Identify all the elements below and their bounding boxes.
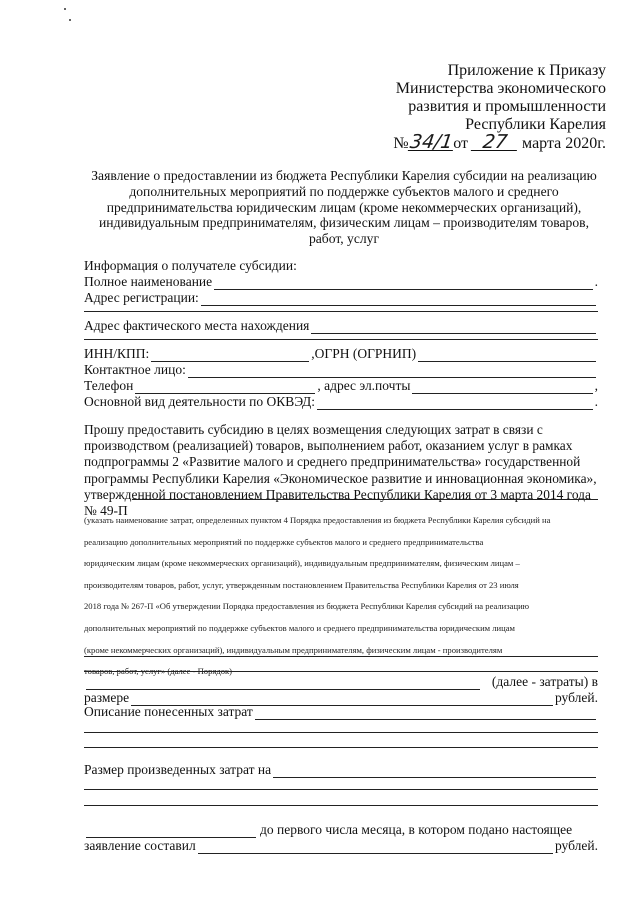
okved-label: Основной вид деятельности по ОКВЭД: — [84, 394, 316, 409]
ogrn-label: ,ОГРН (ОГРНИП) — [311, 346, 417, 361]
hereinafter-label: (далее - затраты) в — [491, 674, 598, 689]
before-text: до первого числа месяца, в котором подано настоящее — [260, 822, 573, 837]
handwritten-order-number: 34/1 — [408, 131, 454, 153]
email-label: , адрес эл.почты — [317, 378, 411, 393]
title-line: работ, услуг — [308, 231, 380, 247]
contact-field[interactable] — [188, 366, 596, 378]
request-line: № 49-П — [84, 503, 128, 519]
inn-field[interactable] — [151, 350, 309, 362]
full-name-row — [84, 274, 598, 290]
appendix-line: Республики Карелия — [465, 116, 606, 133]
actual-address-label: Адрес фактического места нахождения — [84, 318, 310, 333]
title-line: предпринимательства юридическим лицам (кроме некоммерческих организаций), — [106, 199, 582, 215]
description-field[interactable] — [255, 708, 596, 720]
contact-label: Контактное лицо: — [84, 362, 186, 377]
phone-email-row — [84, 378, 598, 394]
rubles-end-label: рублей. — [554, 838, 598, 853]
incurred-field[interactable] — [273, 766, 596, 778]
appendix-line: Приложение к Приказу — [447, 62, 606, 79]
phone-field[interactable] — [135, 382, 315, 394]
order-number-line — [346, 131, 606, 153]
before-date-field[interactable] — [86, 826, 256, 838]
handwritten-order-day: 27 — [471, 134, 519, 151]
actual-address-field[interactable] — [311, 322, 596, 334]
appendix-header — [346, 62, 606, 153]
full-name-field[interactable] — [214, 278, 592, 290]
footnote-line: товаров, работ, услуг» (далее - Порядок) — [84, 666, 233, 677]
cost-blank-field[interactable] — [86, 678, 480, 690]
order-no-prefix: № — [393, 135, 409, 152]
dot: . — [594, 394, 598, 409]
inn-ogrn-row — [84, 346, 598, 362]
title-line: дополнительных мероприятий по поддержке субъектов малого и среднего — [129, 183, 559, 199]
description-row — [84, 704, 598, 720]
statement-row — [84, 838, 598, 854]
reg-address-field[interactable] — [201, 294, 596, 306]
cost-blank-line[interactable] — [84, 671, 598, 672]
hereinafter-row — [84, 674, 598, 690]
okved-row — [84, 394, 598, 410]
cost-blank-line[interactable] — [84, 656, 598, 657]
section-heading: Информация о получателе субсидии: — [84, 258, 297, 273]
description-label: Описание понесенных затрат — [84, 704, 253, 719]
title-line: Заявление о предоставлении из бюджета Республики Карелия субсидии на реализацию — [91, 168, 597, 183]
actual-address-extra-line[interactable] — [84, 339, 598, 340]
incurred-label: Размер произведенных затрат на — [84, 762, 272, 777]
okved-field[interactable] — [317, 398, 593, 410]
comma: , — [594, 378, 598, 393]
incurred-row — [84, 762, 598, 778]
request-line: производством (реализацией) товаров, выполнением работ, оказанием услуг в рамках — [84, 438, 573, 454]
order-from: от — [453, 135, 469, 152]
footnote-line: реализацию дополнительных мероприятий по поддержке субъектов малого и среднего предпринимательства — [84, 536, 484, 547]
request-line: утвержденной постановлением Правительства Республики Карелия от 3 марта 2014 года — [84, 486, 591, 502]
contact-row — [84, 362, 598, 378]
appendix-line: Министерства экономического — [395, 80, 606, 97]
footnote-line: юридическим лицам (кроме некоммерческих организаций), индивидуальным предпринимателям, физическим лицам – — [84, 558, 520, 569]
footnote-line: (указать наименование затрат, определенных пунктом 4 Порядка предоставления из бюджета Республики Карелия субсидий на — [84, 515, 551, 525]
email-field[interactable] — [412, 382, 592, 394]
request-line: подпрограммы 2 «Развитие малого и среднего предпринимательства» государственной — [84, 454, 581, 470]
reg-address-extra-line[interactable] — [84, 311, 598, 312]
statement-label: заявление составил — [84, 838, 196, 853]
reg-address-row — [84, 290, 598, 306]
footnote-line: дополнительных мероприятий по поддержке субъектов малого и среднего предпринимательства юридическим лицам — [84, 622, 515, 633]
reg-address-label: Адрес регистрации: — [84, 290, 199, 305]
description-extra-line[interactable] — [84, 732, 598, 733]
request-paragraph — [84, 422, 598, 519]
section-heading-row — [84, 258, 598, 274]
rubles-label: рублей. — [554, 690, 598, 705]
request-line: Прошу предоставить субсидию в целях возмещения следующих затрат в связи с — [84, 422, 543, 437]
footnote-line: производителям товаров, работ, услуг, утвержденным постановлением Правительства Республики Карелия от 23 июля — [84, 579, 519, 590]
description-extra-line[interactable] — [84, 747, 598, 748]
actual-address-row — [84, 318, 598, 334]
footnote-line: 2018 года № 267-П «Об утверждении Порядка предоставления из бюджета Республики Карелия субсидий на реализацию — [84, 601, 530, 612]
inn-label: ИНН/КПП: — [84, 346, 150, 361]
dot: . — [594, 274, 598, 289]
cost-name-line[interactable] — [132, 499, 598, 500]
request-line: программы Республики Карелия «Экономическое развитие и инновационная экономика», — [84, 470, 597, 486]
document-title — [84, 168, 604, 247]
ogrn-field[interactable] — [418, 350, 596, 362]
title-line: индивидуальным предпринимателям, физическим лицам – производителям товаров, — [99, 215, 589, 231]
incurred-extra-line[interactable] — [84, 805, 598, 806]
incurred-extra-line[interactable] — [84, 789, 598, 790]
phone-label: Телефон — [84, 378, 134, 393]
amount-label: размере — [84, 690, 130, 705]
statement-amount-field[interactable] — [198, 842, 553, 854]
footnote-line: (кроме некоммерческих организаций), индивидуальным предпринимателям, физическим лицам - производителям — [84, 644, 503, 655]
appendix-line: развития и промышленности — [408, 98, 606, 115]
before-row — [84, 822, 598, 838]
scan-speck — [64, 8, 66, 10]
scan-speck — [69, 19, 71, 21]
full-name-label: Полное наименование — [84, 274, 213, 289]
order-date-rest: марта 2020г. — [522, 135, 606, 152]
